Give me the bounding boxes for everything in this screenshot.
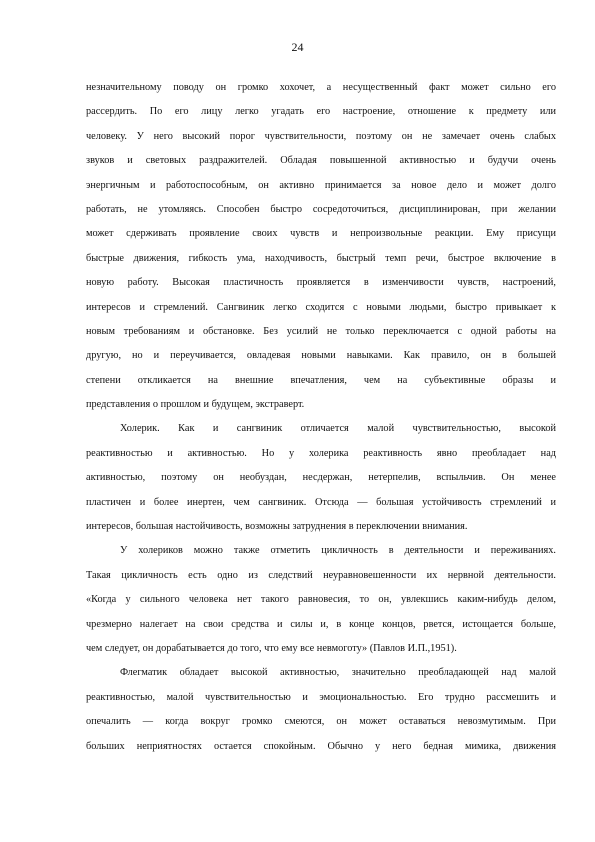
text-line: интересов и стремлений. Сангвиник легко сходится с новыми людьми, быстро привыкает к: [86, 301, 556, 313]
text-line: другую, но и переучивается, овладевая новыми навыками. Как правило, он в большей: [86, 350, 556, 362]
text-line: активностью, поэтому он необуздан, несдержан, нетерпелив, вспыльчив. Он менее: [86, 472, 556, 484]
text-line: новую работу. Высокая пластичность проявляется в изменчивости чувств, настроений,: [86, 277, 556, 289]
text-line: представления о прошлом и будущем, экстраверт.: [86, 399, 305, 411]
text-line: пластичен и более инертен, чем сангвиник. Отсюда — большая устойчивость стремлений и: [86, 496, 556, 508]
text-line: чем следует, он дорабатывается до того, что ему все невмоготу» (Павлов И.П.,1951).: [86, 642, 457, 654]
text-line: работать, не утомляясь. Способен быстро сосредоточиться, дисциплинирован, при желании: [86, 203, 556, 215]
text-line: может сдерживать проявление своих чувств и непроизвольные реакции. Ему присущи: [86, 228, 556, 240]
text-line: Флегматик обладает высокой активностью, значительно преобладающей над малой: [120, 667, 556, 679]
text-line: быстрые движения, гибкость ума, находчивость, быстрый темп речи, быстрое включение в: [86, 252, 556, 264]
text-line: реактивностью и активностью. Но у холерика реактивность явно преобладает над: [86, 447, 556, 459]
text-line: звуков и световых раздражителей. Обладая повышенной активностью и будучи очень: [86, 155, 556, 167]
text-line: новым требованиям и обстановке. Без усилий не только переключается с одной работы на: [86, 325, 556, 337]
text-line: реактивностью, малой чувствительностью и эмоциональностью. Его трудно рассмешить и: [86, 691, 556, 703]
text-line: Холерик. Как и сангвиник отличается малой чувствительностью, высокой: [120, 423, 556, 435]
body-text: [86, 76, 556, 759]
text-line: энергичным и работоспособным, он активно принимается за новое дело и может долго: [86, 179, 556, 191]
text-line: человеку. У него высокий порог чувствительности, поэтому он не замечает очень слабых: [86, 130, 556, 142]
text-line: У холериков можно также отметить цикличность в деятельности и переживаниях.: [120, 545, 556, 557]
text-line: больших неприятностях остается спокойным. Обычно у него бедная мимика, движения: [86, 740, 556, 752]
text-line: незначительному поводу он громко хохочет, а несущественный факт может сильно его: [86, 82, 556, 93]
text-line: опечалить — когда вокруг громко смеются, он может оставаться невозмутимым. При: [86, 716, 556, 728]
text-line: рассердить. По его лицу легко угадать его настроение, отношение к предмету или: [86, 106, 556, 118]
text-line: интересов, большая настойчивость, возможны затруднения в переключении внимания.: [86, 521, 468, 533]
page-number: 24: [291, 40, 304, 54]
text-line: «Когда у сильного человека нет такого равновесия, то он, увлекшись каким-нибудь делом,: [86, 594, 556, 606]
text-line: степени откликается на внешние впечатления, чем на субъективные образы и: [86, 374, 556, 386]
text-line: чрезмерно налегает на свои средства и силы и, в конце концов, рвется, истощается больше,: [86, 618, 556, 630]
text-line: Такая цикличность есть одно из следствий неуравновешенности их нервной деятельности.: [86, 569, 556, 581]
